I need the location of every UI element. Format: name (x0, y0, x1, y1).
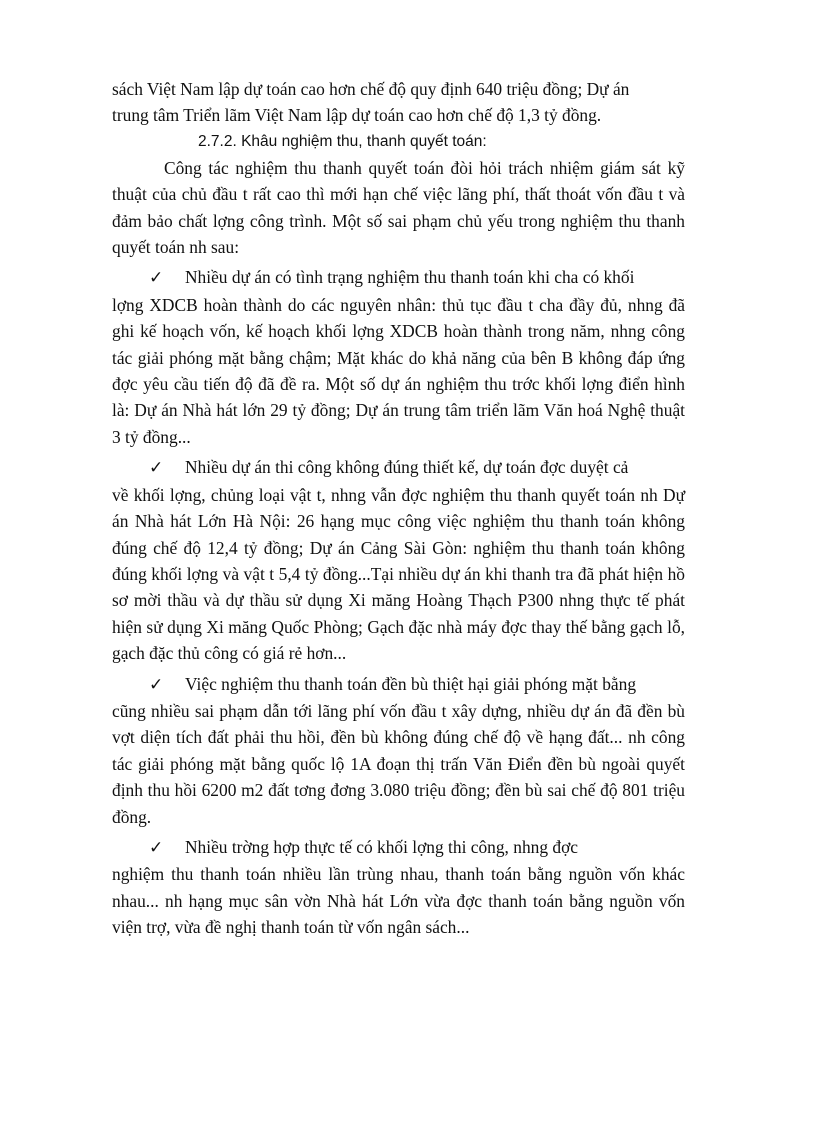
intro-line-1: sách Việt Nam lập dự toán cao hơn chế độ quy định 640 triệu đồng; Dự án (112, 79, 630, 99)
bullet-1-first-line: Nhiều dự án có tình trạng nghiệm thu thanh toán khi cha có khối (185, 267, 635, 288)
bullet-item-1 (112, 264, 685, 450)
bullet-1-text: lợng XDCB hoàn thành do các nguyên nhân: thủ tục đầu t cha đầy đủ, nhng đã ghi kế hoạch vốn, kế hoạch khối lợng XDCB hoàn thành trong năm, nhng công tác giải phóng mặt bằng chậm; Mặt khác do khả năng của bên B không đáp ứng đợc yêu cầu tiến độ đã đề ra. Một số dự án nghiệm thu trớc khối lợng điển hình là: Dự án Nhà hát lớn 29 tỷ đồng; Dự án trung tâm triển lãm Văn hoá Nghệ thuật 3 tỷ đồng... (112, 294, 685, 447)
section-heading: 2.7.2. Khâu nghiệm thu, thanh quyết toán: (198, 132, 487, 150)
bullet-2-text: về khối lợng, chủng loại vật t, nhng vẫn đợc nghiệm thu thanh quyết toán nh Dự án Nhà hát Lớn Hà Nội: 26 hạng mục công việc nghiệm thu thanh toán không đúng chế độ 12,4 tỷ đồng; Dự án Cảng Sài Gòn: nghiệm thu thanh toán không đúng khối lợng và vật t 5,4 tỷ đồng...Tại nhiều dự án khi thanh tra đã phát hiện hồ sơ mời thầu và dự thầu sử dụng Xi măng Hoàng Thạch P300 nhng thực tế phát hiện sử dụng Xi măng Quốc Phòng; Gạch đặc nhà máy đợc thay thế bằng gạch lỗ, gạch đặc thủ công có giá rẻ hơn... (112, 484, 685, 664)
bullet-3-text: cũng nhiều sai phạm dẫn tới lãng phí vốn đầu t xây dựng, nhiều dự án đã đền bù vợt diện tích đất phải thu hồi, đền bù không đúng chế độ về hạng đất... nh công tác giải phóng mặt bằng quốc lộ 1A đoạn thị trấn Văn Điển đền bù ngoài quyết định thu hồi 6200 m2 đất tơng đơng 3.080 triệu đồng; đền bù sai chế độ 801 triệu đồng. (112, 700, 685, 827)
bullet-3-first-line: Việc nghiệm thu thanh toán đền bù thiệt hại giải phóng mặt bằng (185, 673, 637, 694)
paragraph-1: Công tác nghiệm thu thanh quyết toán đòi hỏi trách nhiệm giám sát kỹ thuật của chủ đầu t rất cao thì mới hạn chế việc lãng phí, thất thoát vốn đầu t và đảm bảo chất lợng công trình. Một số sai phạm chủ yếu trong nghiệm thu thanh quyết toán nh sau: (112, 157, 685, 258)
check-mark-icon: ✓ (149, 837, 164, 858)
intro-text (112, 76, 685, 129)
bullet-item-3 (112, 671, 685, 830)
bullet-2-first-line: Nhiều dự án thi công không đúng thiết kế, dự toán đợc duyệt cả (185, 457, 629, 478)
check-mark-icon: ✓ (149, 674, 164, 695)
intro-line-2: trung tâm Triển lãm Việt Nam lập dự toán cao hơn chế độ 1,3 tỷ đồng. (112, 105, 602, 126)
bullet-4-text: nghiệm thu thanh toán nhiều lần trùng nhau, thanh toán bằng nguồn vốn khác nhau... nh hạng mục sân vờn Nhà hát Lớn vừa đợc thanh toán bằng nguồn vốn viện trợ, vừa đề nghị thanh toán từ vốn ngân sách... (112, 864, 685, 938)
bullet-4-first-line: Nhiều trờng hợp thực tế có khối lợng thi công, nhng đợc (185, 836, 578, 857)
bullet-item-2 (112, 454, 685, 666)
document-page (112, 76, 685, 941)
bullet-item-4 (112, 834, 685, 941)
check-mark-icon: ✓ (149, 458, 164, 479)
check-mark-icon: ✓ (149, 268, 164, 289)
